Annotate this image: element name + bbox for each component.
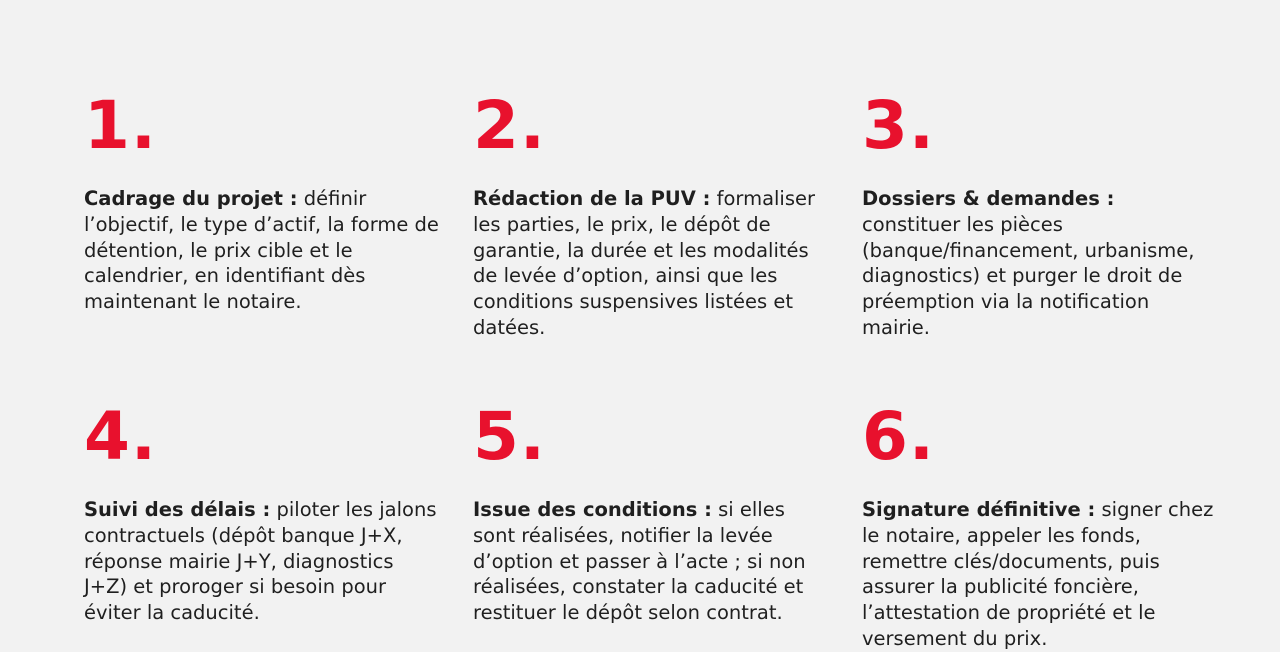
step-body: si elles sont réalisées, notifier la levée d’option et passer à l’acte ; si non réalisées, constater la caducité et restituer le dépôt selon contrat.: [473, 498, 806, 625]
step-body: formaliser les parties, le prix, le dépôt de garantie, la durée et les modalités de levée d’option, ainsi que les conditions suspensives listées et datées.: [473, 187, 816, 339]
step-title: Rédaction de la PUV :: [473, 187, 711, 210]
step-title: Signature définitive :: [862, 498, 1096, 521]
step-description: [84, 497, 439, 626]
step-body: constituer les pièces (banque/financement, urbanisme, diagnostics) et purger le droit de préemption via la notification mairie.: [862, 212, 1195, 339]
step-6: [862, 398, 1217, 652]
step-title: Cadrage du projet :: [84, 187, 298, 210]
step-4: [84, 398, 439, 626]
step-description: [862, 186, 1217, 341]
step-number: 6.: [862, 398, 935, 475]
step-title: Suivi des délais :: [84, 498, 271, 521]
step-description: [473, 186, 828, 341]
step-description: [862, 497, 1217, 652]
step-title: Issue des conditions :: [473, 498, 712, 521]
step-2: [473, 87, 828, 341]
step-number: 5.: [473, 398, 546, 475]
step-number: 2.: [473, 87, 546, 164]
step-number: 1.: [84, 87, 157, 164]
step-body: définir l’objectif, le type d’actif, la forme de détention, le prix cible et le calendrier, en identifiant dès maintenant le notaire.: [84, 187, 439, 314]
step-5: [473, 398, 828, 626]
step-3: [862, 87, 1217, 341]
step-number: 3.: [862, 87, 935, 164]
step-title: Dossiers & demandes :: [862, 187, 1115, 210]
step-body: piloter les jalons contractuels (dépôt banque J+X, réponse mairie J+Y, diagnostics J+Z) et proroger si besoin pour éviter la caducité.: [84, 498, 437, 625]
step-body: signer chez le notaire, appeler les fonds, remettre clés/documents, puis assurer la publicité foncière, l’attestation de propriété et le versement du prix.: [862, 498, 1214, 650]
step-description: [473, 497, 828, 626]
step-number: 4.: [84, 398, 157, 475]
step-description: [84, 186, 439, 315]
step-1: [84, 87, 439, 315]
